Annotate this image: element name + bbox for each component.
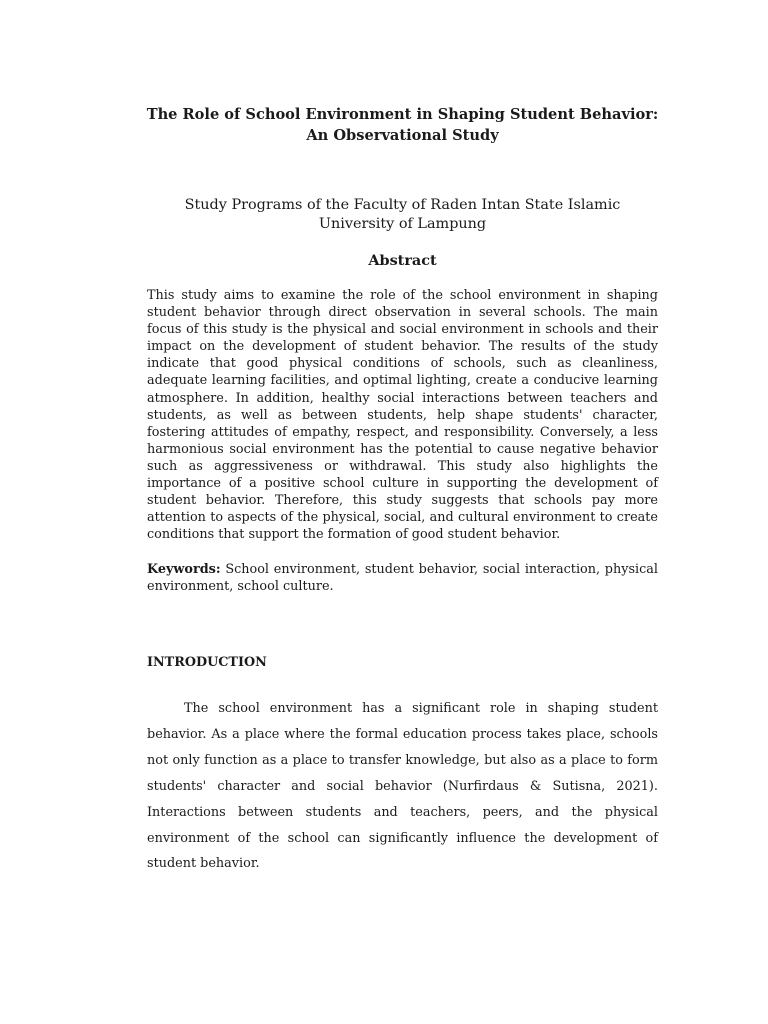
keywords-text: School environment, student behavior, social interaction, physical environment, school culture.	[147, 562, 658, 595]
introduction-heading: INTRODUCTION	[147, 655, 267, 670]
affiliation-line-1: Study Programs of the Faculty of Raden Intan State Islamic	[184, 197, 621, 213]
keywords	[147, 561, 658, 595]
title-line-2: An Observational Study	[306, 127, 499, 144]
affiliation	[140, 196, 665, 234]
keywords-label: Keywords:	[147, 562, 221, 577]
introduction-body: The school environment has a significant role in shaping student behavior. As a place where the formal education process takes place, schools not only function as a place to transfer knowledge, but also as a place to form students' character and social behavior (Nurfirdaus & Sutisna, 2021). Interactions between students and teachers, peers, and the physical environment of the school can significantly influence the development of student behavior.	[147, 701, 658, 872]
paper-title	[140, 104, 665, 146]
affiliation-line-2: University of Lampung	[318, 216, 487, 232]
title-line-1: The Role of School Environment in Shaping Student Behavior:	[146, 106, 659, 123]
abstract-body: This study aims to examine the role of the school environment in shaping student behavior through direct observation in several schools. The main focus of this study is the physical and social environment in schools and their impact on the development of student behavior. The results of the study indicate that good physical conditions of schools, such as cleanliness, adequate learning facilities, and optimal lighting, create a conducive learning atmosphere. In addition, healthy social interactions between teachers and students, as well as between students, help shape students' character, fostering attitudes of empathy, respect, and responsibility. Conversely, a less harmonious social environment has the potential to cause negative behavior such as aggressiveness or withdrawal. This study also highlights the importance of a positive school culture in supporting the development of student behavior. Therefore, this study suggests that schools pay more attention to aspects of the physical, social, and cultural environment to create conditions that support the formation of good student behavior.	[147, 288, 658, 543]
abstract-heading: Abstract	[368, 252, 437, 269]
